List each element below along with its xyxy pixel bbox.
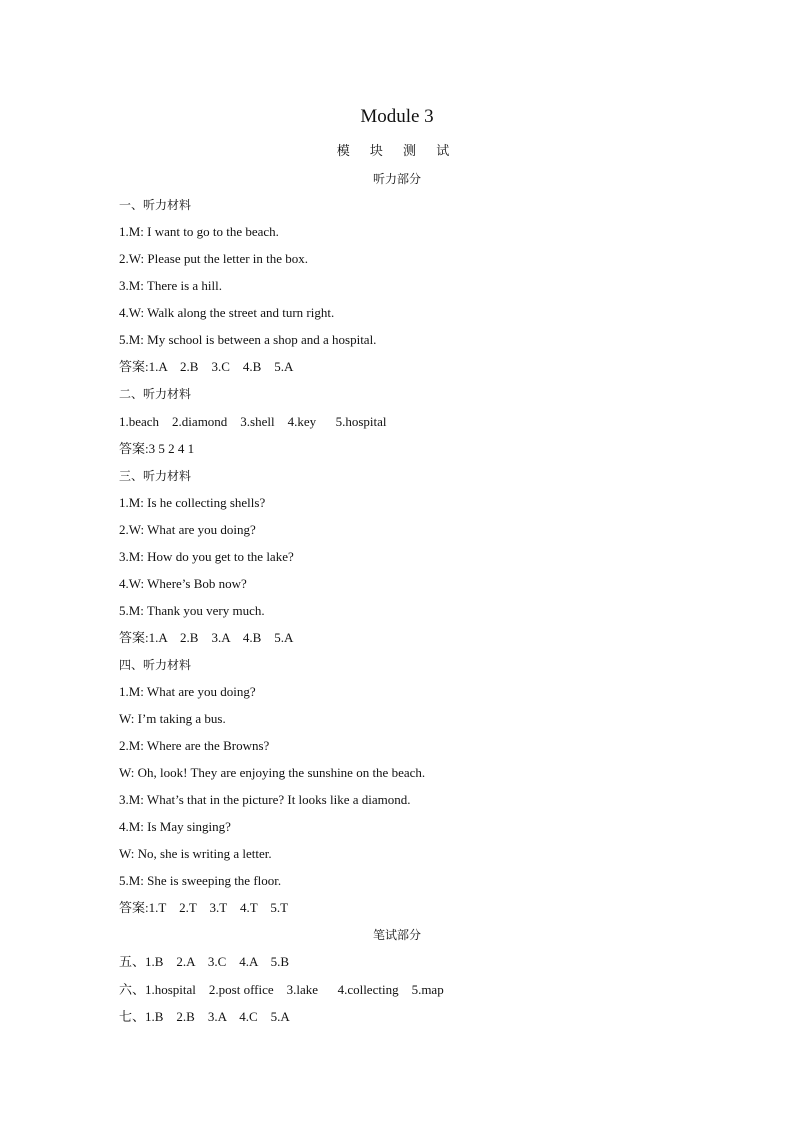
written-answer-line: 六、1.hospital 2.post office 3.lake 4.collecting 5.map	[119, 982, 444, 997]
listening-line: 3.M: There is a hill.	[119, 278, 223, 293]
listening-line: 1.beach 2.diamond 3.shell 4.key 5.hospital	[119, 414, 387, 429]
listening-line: 2.W: What are you doing?	[119, 522, 256, 537]
listening-heading: 听力部分	[372, 172, 421, 186]
section-heading: 二、听力材料	[119, 387, 192, 401]
listening-line: 1.M: Is he collecting shells?	[119, 495, 266, 510]
listening-line: 1.M: I want to go to the beach.	[119, 224, 279, 239]
section-heading: 三、听力材料	[119, 469, 192, 483]
section-heading: 四、听力材料	[119, 658, 192, 672]
written-answer-line: 七、1.B 2.B 3.A 4.C 5.A	[119, 1009, 290, 1024]
listening-line: 5.M: She is sweeping the floor.	[119, 873, 282, 888]
written-answer-line: 五、1.B 2.A 3.C 4.A 5.B	[119, 954, 290, 969]
answer-line: 答案:3 5 2 4 1	[119, 441, 195, 456]
listening-line: 3.M: How do you get to the lake?	[119, 549, 294, 564]
listening-line: 4.W: Walk along the street and turn right.	[119, 305, 335, 320]
answer-line: 答案:1.A 2.B 3.A 4.B 5.A	[119, 630, 294, 645]
listening-line: 5.M: Thank you very much.	[119, 603, 265, 618]
listening-line: 5.M: My school is between a shop and a hospital.	[119, 332, 377, 347]
listening-line: 2.M: Where are the Browns?	[119, 738, 270, 753]
listening-line: 4.M: Is May singing?	[119, 819, 231, 834]
listening-line: W: Oh, look! They are enjoying the sunshine on the beach.	[119, 765, 426, 780]
answer-line: 答案:1.T 2.T 3.T 4.T 5.T	[119, 900, 289, 915]
writing-heading: 笔试部分	[372, 928, 421, 942]
listening-line: W: I’m taking a bus.	[119, 711, 226, 726]
page-subtitle: 模 块 测 试	[336, 144, 458, 159]
section-heading: 一、听力材料	[119, 198, 192, 212]
answer-line: 答案:1.A 2.B 3.C 4.B 5.A	[119, 359, 294, 374]
listening-line: 3.M: What’s that in the picture? It looks like a diamond.	[119, 792, 411, 807]
page-title: Module 3	[360, 106, 434, 127]
listening-line: 4.W: Where’s Bob now?	[119, 576, 247, 591]
listening-line: 1.M: What are you doing?	[119, 684, 256, 699]
listening-line: 2.W: Please put the letter in the box.	[119, 251, 309, 266]
listening-line: W: No, she is writing a letter.	[119, 846, 272, 861]
